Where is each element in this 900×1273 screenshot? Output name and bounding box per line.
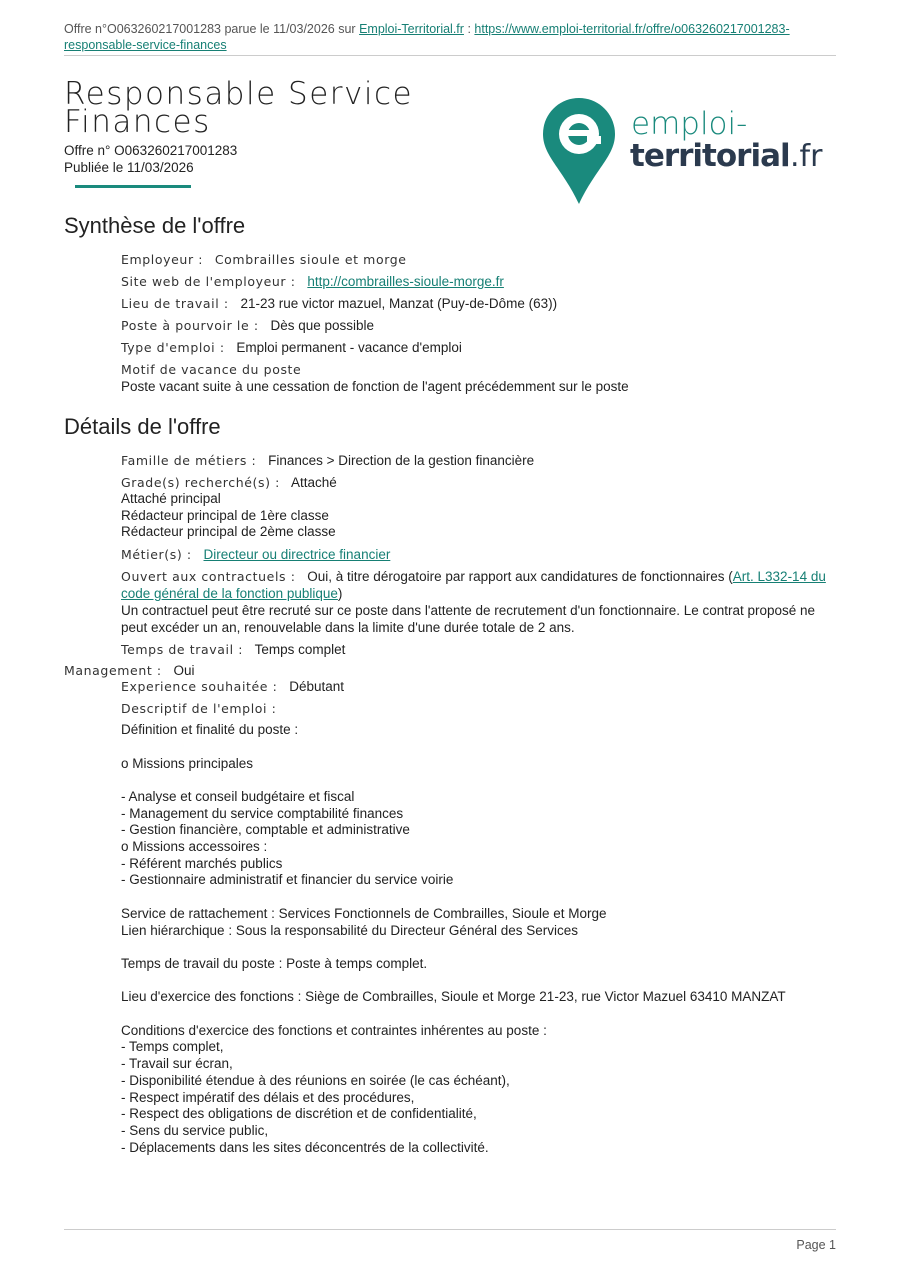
separator: : xyxy=(467,22,471,36)
law-article-link[interactable]: Art. L332-14 du code général de la fonction publique xyxy=(121,569,826,602)
job-link[interactable]: Directeur ou directrice financier xyxy=(203,547,391,563)
logo-line2: territorial xyxy=(630,138,790,174)
page-footer xyxy=(64,1229,836,1252)
contract-label: Ouvert aux contractuels : xyxy=(121,569,296,585)
experience-value: Débutant xyxy=(289,679,345,695)
location-label: Lieu de travail : xyxy=(121,296,229,311)
logo-line1: emploi- xyxy=(631,106,748,142)
offer-url-link[interactable]: https://www.emploi-territorial.fr/offre/o063260217001283-responsable-service-finances xyxy=(64,22,790,52)
start-value: Dès que possible xyxy=(270,318,375,333)
details-heading: Détails de l'offre xyxy=(64,414,221,439)
offer-number: Offre n° O063260217001283 xyxy=(64,143,238,158)
website-label: Site web de l'employeur : xyxy=(121,274,296,289)
family-value: Finances > Direction de la gestion financière xyxy=(268,453,535,468)
location-value: 21-23 rue victor mazuel, Manzat (Puy-de-Dôme (63)) xyxy=(240,296,558,311)
source-prefix: Offre n°O063260217001283 parue le 11/03/2026 sur xyxy=(64,22,356,36)
job-type-label: Type d'emploi : xyxy=(121,340,225,355)
published-date: Publiée le 11/03/2026 xyxy=(64,160,194,175)
logo-suffix: .fr xyxy=(790,139,823,174)
employer-label: Employeur : xyxy=(121,252,204,267)
start-label: Poste à pourvoir le : xyxy=(121,318,259,333)
contract-note: Un contractuel peut être recruté sur ce poste dans l'attente de recrutement d'un fonctionnaire. Le contrat proposé ne peut excéder un an, renouvelable dans la limite d'une durée totale de 2 ans. xyxy=(121,603,816,636)
emploi-territorial-logo xyxy=(542,96,827,206)
synthese-heading: Synthèse de l'offre xyxy=(64,213,246,238)
management-value: Oui xyxy=(173,663,195,679)
employer-website-link[interactable]: http://combrailles-sioule-morge.fr xyxy=(307,274,504,289)
vacancy-reason-value: Poste vacant suite à une cessation de fonction de l'agent précédemment sur le poste xyxy=(121,379,629,394)
page-title: Responsable Service Finances xyxy=(64,76,414,140)
employer-value: Combrailles sioule et morge xyxy=(214,252,407,267)
grade-label: Grade(s) recherché(s) : xyxy=(121,475,280,490)
offer-source-line xyxy=(64,21,836,56)
job-label: Métier(s) : xyxy=(121,547,192,563)
description-label: Descriptif de l'emploi : xyxy=(121,701,277,717)
vacancy-reason-label: Motif de vacance du poste xyxy=(121,362,302,377)
contract-value: Oui, à titre dérogatoire par rapport aux candidatures de fonctionnaires ( xyxy=(307,569,733,585)
job-type-value: Emploi permanent - vacance d'emploi xyxy=(236,340,462,355)
worktime-value: Temps complet xyxy=(254,642,346,658)
job-description: Définition et finalité du poste : o Missions principales - Analyse et conseil budgétaire et fiscal - Management du service comptabilité finances - Gestion financière, comptable et administrative o Missions accessoires : - Référent marchés publics - Gestionnaire administratif et financier du service voirie Service de rattachement : Services Fonctionnels de Combrailles, Sioule et Morge Lien hiérarchique : Sous la responsabilité du Directeur Général des Services Temps de travail du poste : Poste à temps complet. Lieu d'exercice des fonctions : Siège de Combrailles, Sioule et Morge 21-23, rue Victor Mazuel 63410 MANZAT Conditions d'exercice des fonctions et contraintes inhérentes au poste : - Temps complet, - Travail sur écran, - Disponibilité étendue à des réunions en soirée (le cas échéant), - Respect impératif des délais et des procédures, - Respect des obligations de discrétion et de confidentialité, - Sens du service public, - Déplacements dans les sites déconcentrés de la collectivité. xyxy=(121,722,786,1155)
details-section xyxy=(64,452,831,1156)
page-number: Page 1 xyxy=(796,1238,836,1252)
site-link[interactable]: Emploi-Territorial.fr xyxy=(359,22,464,36)
offer-meta xyxy=(64,142,237,176)
synthese-section xyxy=(121,251,831,400)
grade-list: Attaché principal Rédacteur principal de 1ère classe Rédacteur principal de 2ème classe xyxy=(121,491,336,540)
management-row xyxy=(64,663,831,678)
paren: ) xyxy=(337,586,343,602)
accent-bar xyxy=(75,185,191,188)
management-label: Management : xyxy=(64,663,162,679)
experience-label: Experience souhaitée : xyxy=(121,679,278,695)
grade-value: Attaché xyxy=(291,475,337,490)
worktime-label: Temps de travail : xyxy=(121,642,244,658)
family-label: Famille de métiers : xyxy=(121,453,257,468)
